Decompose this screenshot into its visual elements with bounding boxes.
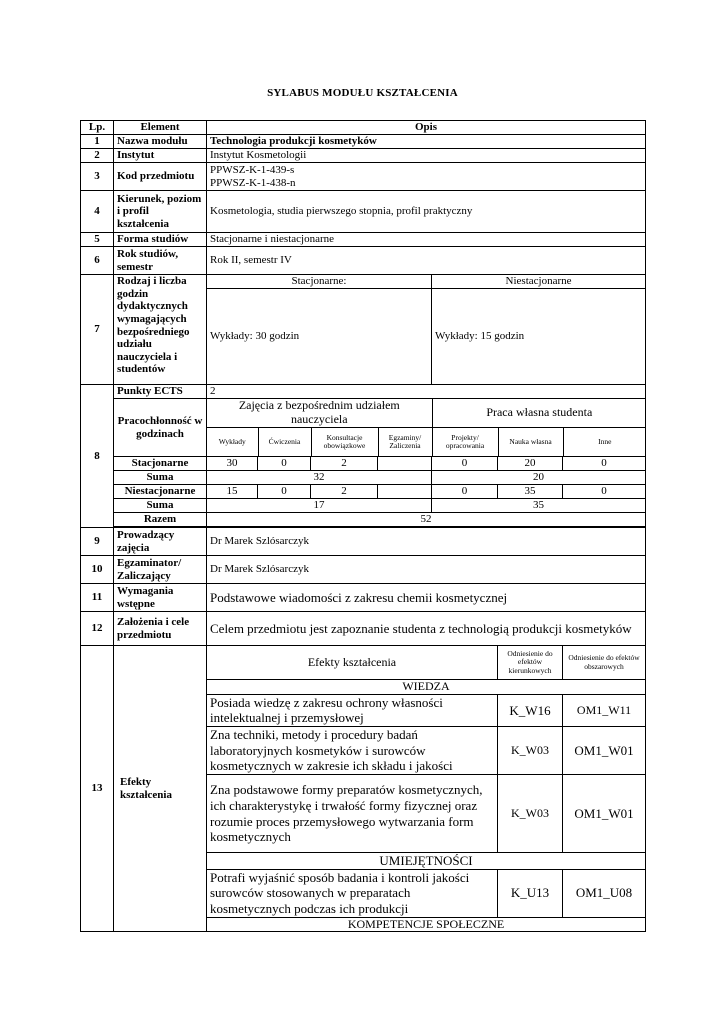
niestac-cell bbox=[378, 485, 432, 499]
table-row bbox=[81, 191, 646, 233]
effect-text: Zna techniki, metody i procedury badań laboratoryjnych kosmetyków i surowców kosmetycznych w zakresie ich składu i jakości bbox=[207, 727, 498, 775]
row-number: 10 bbox=[81, 556, 114, 584]
table-row bbox=[81, 485, 646, 499]
effect-text: Zna podstawowe formy preparatów kosmetycznych, ich charakterystykę i trwałość formy fizycznej oraz rozumie proces przemysłowego wytwarzania form kosmetycznych bbox=[207, 775, 498, 853]
effects-header: Efekty kształcenia bbox=[207, 646, 498, 680]
row-number: 5 bbox=[81, 233, 114, 247]
niestac-cell: 35 bbox=[498, 485, 563, 499]
stac-hours: Wykłady: 30 godzin bbox=[207, 289, 432, 385]
syllabus-table bbox=[80, 120, 646, 932]
col-label: Nauka własna bbox=[498, 427, 563, 456]
niestac-cell: 0 bbox=[563, 485, 646, 499]
row-label: Kod przedmiotu bbox=[114, 163, 207, 191]
effect-kier: K_W03 bbox=[498, 775, 563, 853]
stac-cell: 2 bbox=[311, 457, 378, 471]
table-row bbox=[81, 457, 646, 471]
row-label: Nazwa modułu bbox=[114, 135, 207, 149]
row-label: Egzaminator/ Zaliczający bbox=[114, 556, 207, 584]
stac-cell bbox=[378, 457, 432, 471]
row-label: Suma bbox=[114, 499, 207, 513]
effect-obsz: OM1_U08 bbox=[563, 869, 646, 917]
group-contact: Zajęcia z bezpośrednim udziałem nauczyciela bbox=[207, 399, 432, 427]
row-label: Suma bbox=[114, 471, 207, 485]
stac-cell: 20 bbox=[498, 457, 563, 471]
row-label: Rodzaj i liczba godzin dydaktycznych wymagających bezpośredniego udziału nauczyciela i studentów bbox=[114, 275, 207, 385]
section-wiedza: WIEDZA bbox=[207, 680, 646, 695]
table-row bbox=[81, 499, 646, 513]
effect-text: Potrafi wyjaśnić sposób badania i kontroli jakości surowców stosowanych w preparatach kosmetycznych podczas ich produkcji bbox=[207, 869, 498, 917]
table-row bbox=[81, 528, 646, 556]
niestac-sum-contact: 17 bbox=[207, 499, 432, 513]
ects-value: 2 bbox=[207, 385, 646, 399]
stac-cell: 0 bbox=[432, 457, 498, 471]
prerequisites-value: Podstawowe wiadomości z zakresu chemii kosmetycznej bbox=[207, 584, 646, 612]
course-code-line: PPWSZ-K-1-438-n bbox=[210, 176, 296, 189]
table-row bbox=[81, 584, 646, 612]
institute-value: Instytut Kosmetologii bbox=[207, 149, 646, 163]
study-form-value: Stacjonarne i niestacjonarne bbox=[207, 233, 646, 247]
row-number: 11 bbox=[81, 584, 114, 612]
year-semester-value: Rok II, semestr IV bbox=[207, 247, 646, 275]
niestac-cell: 2 bbox=[311, 485, 378, 499]
effect-obsz: OM1_W01 bbox=[563, 775, 646, 853]
goals-value: Celem przedmiotu jest zapoznanie studenta z technologią produkcji kosmetyków bbox=[207, 612, 646, 646]
table-row bbox=[81, 135, 646, 149]
row-number: 7 bbox=[81, 275, 114, 385]
section-umiejetnosci: UMIEJĘTNOŚCI bbox=[207, 853, 646, 870]
row-number: 6 bbox=[81, 247, 114, 275]
header-lp: Lp. bbox=[81, 121, 114, 135]
row-label: Założenia i cele przedmiotu bbox=[114, 612, 207, 646]
table-row bbox=[81, 471, 646, 485]
row-label: Prowadzący zajęcia bbox=[114, 528, 207, 556]
table-row bbox=[81, 149, 646, 163]
table-row bbox=[81, 385, 646, 399]
effect-kier: K_U13 bbox=[498, 869, 563, 917]
row-label: Kierunek, poziom i profil kształcenia bbox=[114, 191, 207, 233]
table-row bbox=[81, 646, 646, 680]
row-label: Wymagania wstępne bbox=[114, 584, 207, 612]
col-label: Konsultacje obowiązkowe bbox=[311, 427, 378, 456]
total-value: 52 bbox=[207, 513, 646, 527]
row-number: 1 bbox=[81, 135, 114, 149]
table-row bbox=[81, 163, 646, 191]
row-number: 2 bbox=[81, 149, 114, 163]
stac-cell: 0 bbox=[563, 457, 646, 471]
row-label: Pracochłonność w godzinach bbox=[114, 399, 207, 457]
header-element: Element bbox=[114, 121, 207, 135]
ref-kier-header: Odniesienie do efektów kierunkowych bbox=[498, 646, 563, 680]
table-row bbox=[81, 247, 646, 275]
field-value: Kosmetologia, studia pierwszego stopnia, profil praktyczny bbox=[207, 191, 646, 233]
lecturer-value: Dr Marek Szlósarczyk bbox=[207, 528, 646, 556]
row-label: Niestacjonarne bbox=[114, 485, 207, 499]
table-row bbox=[81, 612, 646, 646]
col-label: Wykłady bbox=[207, 427, 258, 456]
table-row bbox=[81, 233, 646, 247]
row-label: Razem bbox=[114, 513, 207, 527]
workload-subtable bbox=[207, 399, 646, 456]
header-row bbox=[81, 121, 646, 135]
row-label: Rok studiów, semestr bbox=[114, 247, 207, 275]
effect-kier: K_W16 bbox=[498, 694, 563, 726]
row-label: Efekty kształcenia bbox=[114, 646, 207, 932]
col-label: Ćwiczenia bbox=[258, 427, 311, 456]
stac-header: Stacjonarne: bbox=[207, 275, 432, 289]
stac-sum-contact: 32 bbox=[207, 471, 432, 485]
header-opis: Opis bbox=[207, 121, 646, 135]
row-number: 8 bbox=[81, 385, 114, 528]
module-name: Technologia produkcji kosmetyków bbox=[207, 135, 646, 149]
examiner-value: Dr Marek Szlósarczyk bbox=[207, 556, 646, 584]
row-label: Stacjonarne bbox=[114, 457, 207, 471]
effect-text: Posiada wiedzę z zakresu ochrony własności intelektualnej i przemysłowej bbox=[207, 694, 498, 726]
table-row bbox=[81, 556, 646, 584]
row-number: 13 bbox=[81, 646, 114, 932]
ref-obsz-header: Odniesienie do efektów obszarowych bbox=[563, 646, 646, 680]
table-row bbox=[81, 275, 646, 289]
course-code-line: PPWSZ-K-1-439-s bbox=[210, 163, 295, 176]
table-row bbox=[81, 513, 646, 527]
stac-sum-self: 20 bbox=[432, 471, 646, 485]
row-number: 4 bbox=[81, 191, 114, 233]
niestac-cell: 0 bbox=[258, 485, 311, 499]
workload-header bbox=[207, 399, 646, 457]
section-kompetencje: KOMPETENCJE SPOŁECZNE bbox=[207, 917, 646, 932]
col-label: Egzaminy/ Zaliczenia bbox=[378, 427, 432, 456]
effect-obsz: OM1_W01 bbox=[563, 727, 646, 775]
row-label: Instytut bbox=[114, 149, 207, 163]
col-label: Projekty/ opracowania bbox=[432, 427, 498, 456]
row-label: Punkty ECTS bbox=[114, 385, 207, 399]
document-title: SYLABUS MODUŁU KSZTAŁCENIA bbox=[267, 87, 458, 99]
stac-cell: 30 bbox=[207, 457, 258, 471]
row-number: 3 bbox=[81, 163, 114, 191]
row-label: Forma studiów bbox=[114, 233, 207, 247]
niestac-hours: Wykłady: 15 godzin bbox=[432, 289, 646, 385]
effect-obsz: OM1_W11 bbox=[563, 694, 646, 726]
niestac-sum-self: 35 bbox=[432, 499, 646, 513]
niestac-cell: 0 bbox=[432, 485, 498, 499]
effect-kier: K_W03 bbox=[498, 727, 563, 775]
col-label: Inne bbox=[598, 436, 612, 446]
row-number: 9 bbox=[81, 528, 114, 556]
group-self: Praca własna studenta bbox=[432, 399, 646, 427]
table-row bbox=[81, 399, 646, 457]
niestac-cell: 15 bbox=[207, 485, 258, 499]
course-code bbox=[207, 163, 646, 191]
row-number: 12 bbox=[81, 612, 114, 646]
niestac-header: Niestacjonarne bbox=[432, 275, 646, 289]
stac-cell: 0 bbox=[258, 457, 311, 471]
